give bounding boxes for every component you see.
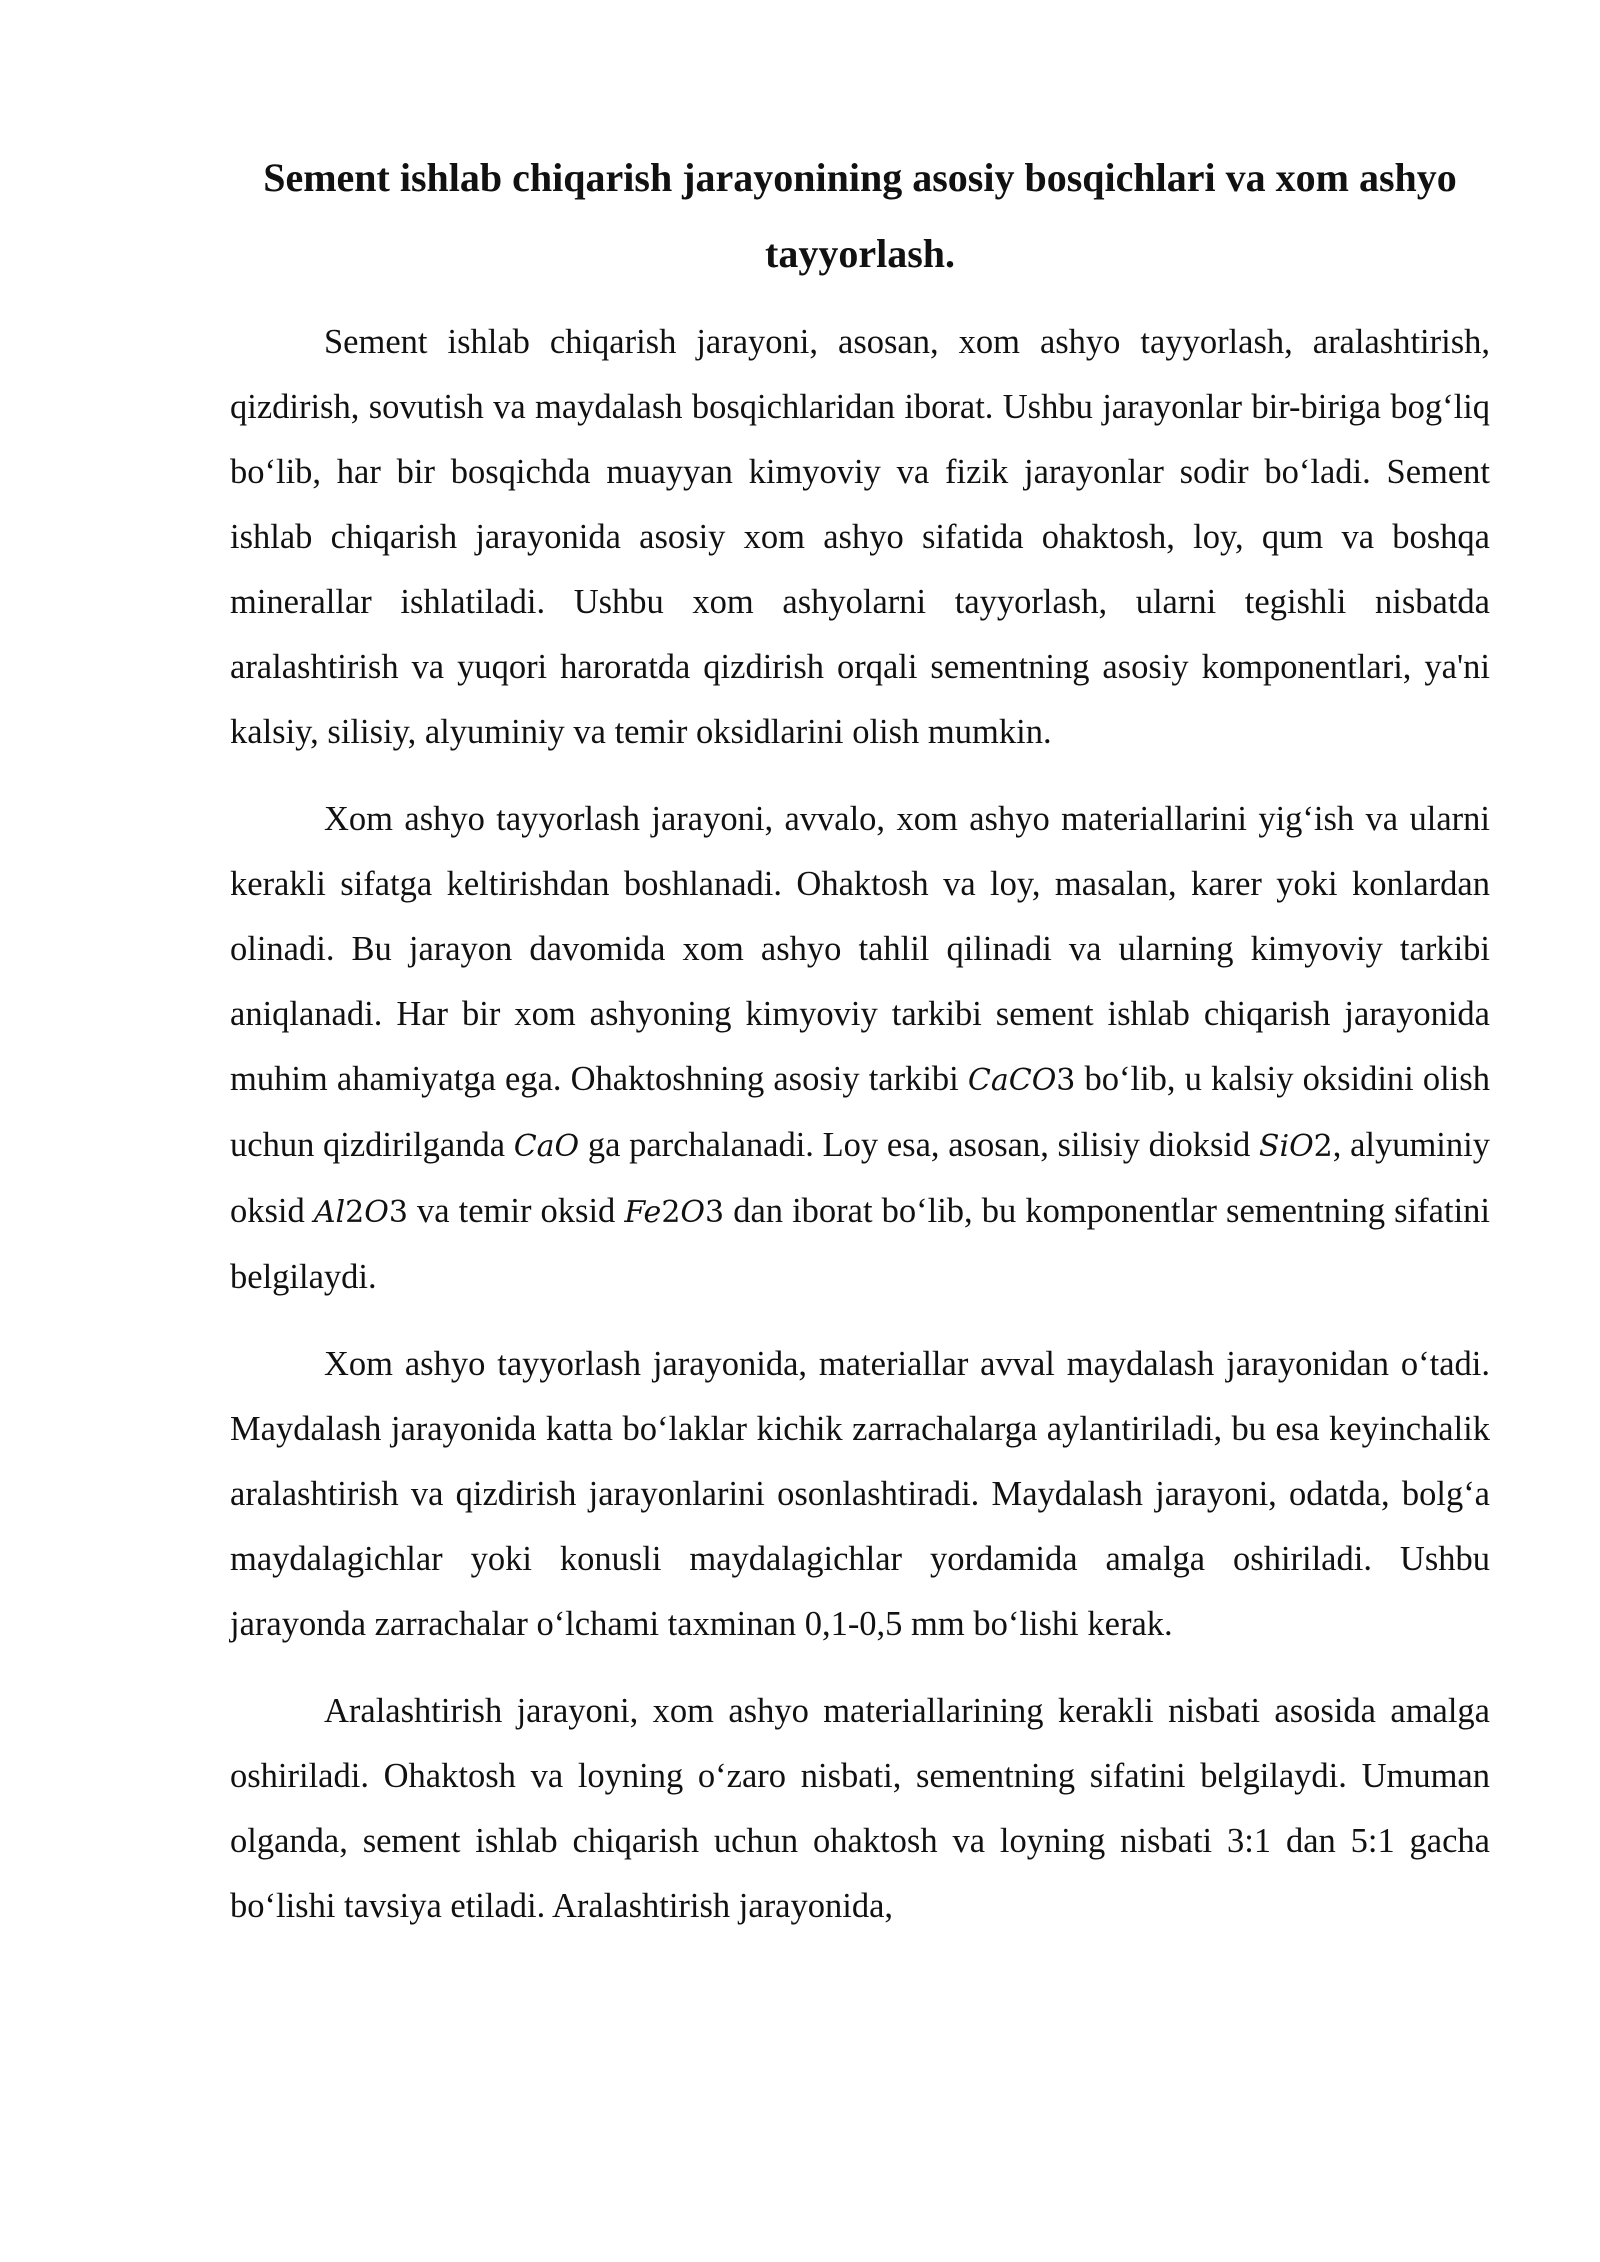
paragraph-3: Xom ashyo tayyorlash jarayonida, materiallar avval maydalash jarayonidan o‘tadi. Maydalash jarayonida katta bo‘laklar kichik zarrachalarga aylantiriladi, bu esa keyinchalik aralashtirish va qizdirish jarayonlarini osonlashtiradi. Maydalash jarayoni, odatda, bolg‘a maydalagichlar yoki konusli maydalagichlar yordamida amalga oshiriladi. Ushbu jarayonda zarrachalar o‘lchami taxminan 0,1-0,5 mm bo‘lishi kerak. [230,1345,1490,1643]
formula-part: O [680,1195,706,1230]
formula-caco3 [968,1063,1075,1098]
paragraph-2-text-2: bo‘lib, u kalsiy oksidini olish uchun qizdirilganda [230,1060,1490,1164]
paragraph-2-text-6: dan iborat bo‘lib, bu komponentlar sementning sifatini belgilaydi. [230,1192,1490,1296]
formula-part: 3 [1056,1063,1076,1098]
formula-part: 3 [388,1195,408,1230]
formula-part: 2 [345,1195,365,1230]
document-title: Sement ishlab chiqarish jarayonining asosiy bosqichlari va xom ashyo tayyorlash. [263,155,1457,276]
formula-part: 2 [661,1195,681,1230]
formula-fe2o3 [624,1195,724,1230]
formula-part: CaO [513,1129,580,1164]
formula-al2o3 [314,1195,408,1230]
formula-part: CaCO [967,1063,1057,1098]
formula-part: Al [313,1195,346,1230]
paragraph-2-text-4: , alyuminiy oksid [230,1126,1490,1230]
document-page [230,140,1490,1939]
formula-sio2 [1259,1129,1333,1164]
paragraph-4: Aralashtirish jarayoni, xom ashyo materiallarining kerakli nisbati asosida amalga oshiriladi. Ohaktosh va loyning o‘zaro nisbati, sementning sifatini belgilaydi. Umuman olganda, sement ishlab chiqarish uchun ohaktosh va loyning nisbati 3:1 dan 5:1 gacha bo‘lishi tavsiya etiladi. Aralashtirish jarayonida, [230,1692,1490,1925]
paragraph-2-text-5: va temir oksid [407,1192,625,1230]
formula-cao [514,1129,579,1164]
paragraph-2-text-1: Xom ashyo tayyorlash jarayoni, avvalo, xom ashyo materiallarini yig‘ish va ularni kerakli sifatga keltirishdan boshlanadi. Ohaktosh va loy, masalan, karer yoki konlardan olinadi. Bu jarayon davomida xom ashyo tahlil qilinadi va ularning kimyoviy tarkibi aniqlanadi. Har bir xom ashyoning kimyoviy tarkibi sement ishlab chiqarish jarayonida muhim ahamiyatga ega. Ohaktoshning asosiy tarkibi [230,800,1490,1098]
paragraph-2-text-3: ga parchalanadi. Loy esa, asosan, silisiy dioksid [579,1126,1259,1164]
formula-part: Fe [624,1195,662,1230]
paragraph-1: Sement ishlab chiqarish jarayoni, asosan, xom ashyo tayyorlash, aralashtirish, qizdirish, sovutish va maydalash bosqichlaridan iborat. Ushbu jarayonlar bir-biriga bog‘liq bo‘lib, har bir bosqichda muayyan kimyoviy va fizik jarayonlar sodir bo‘ladi. Sement ishlab chiqarish jarayonida asosiy xom ashyo sifatida ohaktosh, loy, qum va boshqa minerallar ishlatiladi. Ushbu xom ashyolarni tayyorlash, ularni tegishli nisbatda aralashtirish va yuqori haroratda qizdirish orqali sementning asosiy komponentlari, ya'ni kalsiy, silisiy, alyuminiy va temir oksidlarini olish mumkin. [230,323,1490,751]
formula-part: 2 [1313,1129,1333,1164]
formula-part: 3 [705,1195,725,1230]
formula-part: SiO [1258,1129,1314,1164]
paragraph-2 [230,787,1490,1310]
formula-part: O [364,1195,389,1230]
